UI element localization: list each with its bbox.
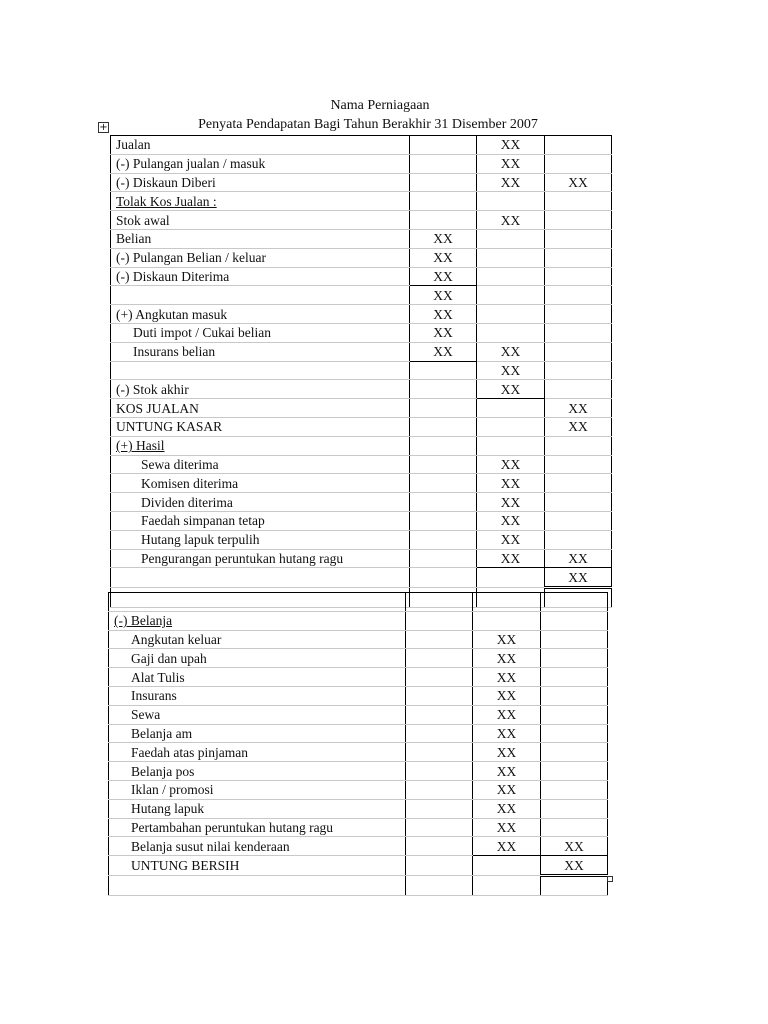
table-row <box>111 211 612 230</box>
amount-cell-col1 <box>406 743 473 762</box>
amount-cell-col3 <box>545 530 612 549</box>
amount-cell-col2 <box>473 593 541 612</box>
amount-cell-col3: XX <box>545 417 612 436</box>
amount-cell-col3: XX <box>541 837 608 856</box>
amount-cell-col3 <box>541 762 608 781</box>
amount-cell-col1 <box>410 549 477 568</box>
amount-cell-col3 <box>545 436 612 455</box>
amount-cell-col1 <box>410 399 477 418</box>
amount-cell-col1 <box>406 724 473 743</box>
amount-cell-col3: XX <box>545 173 612 192</box>
amount-cell-col1 <box>406 818 473 837</box>
row-label: Belian <box>111 229 410 248</box>
amount-cell-col3 <box>545 342 612 361</box>
row-label: (-) Belanja <box>109 611 406 630</box>
table-row <box>111 154 612 173</box>
row-label <box>111 286 410 305</box>
amount-cell-col2 <box>477 399 545 418</box>
amount-cell-col3: XX <box>545 399 612 418</box>
table-row <box>111 248 612 267</box>
amount-cell-col3 <box>545 511 612 530</box>
row-label: Dividen diterima <box>111 493 410 512</box>
row-label: Faedah simpanan tetap <box>111 511 410 530</box>
amount-cell-col2 <box>477 417 545 436</box>
amount-cell-col3 <box>545 380 612 399</box>
amount-cell-col2: XX <box>477 511 545 530</box>
amount-cell-col3 <box>541 593 608 612</box>
amount-cell-col3 <box>541 686 608 705</box>
table-row <box>109 856 608 876</box>
amount-cell-col3 <box>545 267 612 286</box>
amount-cell-col1 <box>406 649 473 668</box>
row-label <box>109 593 406 612</box>
amount-cell-col2: XX <box>477 173 545 192</box>
amount-cell-col1: XX <box>410 229 477 248</box>
amount-cell-col3 <box>545 286 612 305</box>
amount-cell-col2: XX <box>477 474 545 493</box>
income-statement-table-1 <box>110 135 612 608</box>
amount-cell-col1 <box>410 455 477 474</box>
amount-cell-col2: XX <box>477 154 545 173</box>
amount-cell-col2: XX <box>477 380 545 399</box>
row-label: Stok awal <box>111 211 410 230</box>
row-label: (-) Stok akhir <box>111 380 410 399</box>
amount-cell-col3 <box>541 780 608 799</box>
amount-cell-col3 <box>541 668 608 687</box>
table-row <box>109 668 608 687</box>
amount-cell-col1 <box>406 856 473 876</box>
table-row <box>111 474 612 493</box>
row-label: Pertambahan peruntukan hutang ragu <box>109 818 406 837</box>
amount-cell-col1 <box>406 668 473 687</box>
amount-cell-col2: XX <box>473 686 541 705</box>
row-label: Pengurangan peruntukan hutang ragu <box>111 549 410 568</box>
table-move-handle-icon[interactable]: + <box>99 122 108 133</box>
amount-cell-col1 <box>410 136 477 155</box>
row-label: Sewa diterima <box>111 455 410 474</box>
amount-cell-col2: XX <box>473 743 541 762</box>
statement-title: Penyata Pendapatan Bagi Tahun Berakhir 31 Disember 2007 <box>198 117 538 132</box>
amount-cell-col1 <box>410 493 477 512</box>
amount-cell-col1: XX <box>410 323 477 342</box>
table-row <box>111 455 612 474</box>
amount-cell-col1: XX <box>410 305 477 324</box>
amount-cell-col3 <box>545 305 612 324</box>
table-row <box>111 342 612 361</box>
amount-cell-col2 <box>477 305 545 324</box>
amount-cell-col1 <box>410 474 477 493</box>
amount-cell-col3 <box>541 630 608 649</box>
amount-cell-col2: XX <box>477 549 545 568</box>
amount-cell-col3 <box>545 154 612 173</box>
income-statement-table-2 <box>108 592 608 896</box>
table-row <box>111 286 612 305</box>
amount-cell-col1 <box>410 511 477 530</box>
row-label: (-) Pulangan Belian / keluar <box>111 248 410 267</box>
amount-cell-col3 <box>545 361 612 380</box>
row-label: Insurans belian <box>111 342 410 361</box>
amount-cell-col3 <box>541 611 608 630</box>
table-row <box>109 743 608 762</box>
amount-cell-col3 <box>541 875 608 895</box>
table-row <box>109 875 608 895</box>
table-resize-handle-icon[interactable] <box>607 876 613 882</box>
amount-cell-col3 <box>541 743 608 762</box>
row-label: (+) Hasil <box>111 436 410 455</box>
row-label: (-) Diskaun Diberi <box>111 173 410 192</box>
row-label: KOS JUALAN <box>111 399 410 418</box>
row-label: Alat Tulis <box>109 668 406 687</box>
amount-cell-col3 <box>545 474 612 493</box>
amount-cell-col2: XX <box>477 493 545 512</box>
table-row <box>111 229 612 248</box>
table-row <box>109 799 608 818</box>
amount-cell-col3 <box>545 211 612 230</box>
amount-cell-col1: XX <box>410 248 477 267</box>
table-row <box>111 530 612 549</box>
table-row <box>111 511 612 530</box>
table-row <box>111 436 612 455</box>
amount-cell-col1 <box>406 611 473 630</box>
table-row <box>109 686 608 705</box>
amount-cell-col2 <box>477 286 545 305</box>
amount-cell-col1 <box>406 837 473 856</box>
amount-cell-col1 <box>410 192 477 211</box>
amount-cell-col1 <box>406 762 473 781</box>
table-row <box>109 630 608 649</box>
table-row <box>109 780 608 799</box>
table-row <box>109 611 608 630</box>
amount-cell-col2: XX <box>473 705 541 724</box>
amount-cell-col3 <box>541 649 608 668</box>
amount-cell-col3 <box>541 724 608 743</box>
amount-cell-col3 <box>545 248 612 267</box>
amount-cell-col1 <box>410 530 477 549</box>
table-row <box>109 837 608 856</box>
table-row <box>111 192 612 211</box>
table-row <box>111 173 612 192</box>
table-row <box>109 705 608 724</box>
amount-cell-col3 <box>545 192 612 211</box>
row-label: Duti impot / Cukai belian <box>111 323 410 342</box>
amount-cell-col2: XX <box>477 361 545 380</box>
row-label: Gaji dan upah <box>109 649 406 668</box>
row-label: Angkutan keluar <box>109 630 406 649</box>
row-label: Sewa <box>109 705 406 724</box>
row-label: Iklan / promosi <box>109 780 406 799</box>
amount-cell-col2: XX <box>473 799 541 818</box>
table-row <box>111 361 612 380</box>
table-row <box>111 549 612 568</box>
amount-cell-col2: XX <box>473 649 541 668</box>
amount-cell-col3: XX <box>545 549 612 568</box>
amount-cell-col2 <box>477 229 545 248</box>
table-row <box>109 762 608 781</box>
amount-cell-col3 <box>541 818 608 837</box>
table-row <box>109 593 608 612</box>
row-label: Hutang lapuk <box>109 799 406 818</box>
table-row <box>111 417 612 436</box>
amount-cell-col2: XX <box>473 837 541 856</box>
row-label: Hutang lapuk terpulih <box>111 530 410 549</box>
amount-cell-col1 <box>410 380 477 399</box>
row-label: Faedah atas pinjaman <box>109 743 406 762</box>
amount-cell-col2 <box>473 611 541 630</box>
amount-cell-col1 <box>406 705 473 724</box>
table-row <box>111 136 612 155</box>
amount-cell-col2: XX <box>473 668 541 687</box>
amount-cell-col1 <box>410 417 477 436</box>
row-label: Belanja pos <box>109 762 406 781</box>
amount-cell-col2: XX <box>473 780 541 799</box>
amount-cell-col3: XX <box>545 568 612 588</box>
row-label: (-) Diskaun Diterima <box>111 267 410 286</box>
table-row <box>111 568 612 588</box>
table-row <box>109 649 608 668</box>
row-label: UNTUNG KASAR <box>111 417 410 436</box>
row-label <box>111 361 410 380</box>
amount-cell-col3 <box>545 229 612 248</box>
amount-cell-col2: XX <box>473 762 541 781</box>
amount-cell-col3 <box>545 136 612 155</box>
amount-cell-col2: XX <box>473 630 541 649</box>
amount-cell-col2: XX <box>477 455 545 474</box>
table-row <box>111 493 612 512</box>
amount-cell-col2 <box>477 248 545 267</box>
amount-cell-col2: XX <box>477 530 545 549</box>
row-label <box>111 568 410 588</box>
row-label: Insurans <box>109 686 406 705</box>
amount-cell-col3: XX <box>541 856 608 876</box>
table-row <box>111 323 612 342</box>
amount-cell-col1: XX <box>410 267 477 286</box>
amount-cell-col1: XX <box>410 286 477 305</box>
amount-cell-col1: XX <box>410 342 477 361</box>
table-row <box>109 724 608 743</box>
amount-cell-col3 <box>541 705 608 724</box>
table-row <box>111 305 612 324</box>
amount-cell-col1 <box>410 436 477 455</box>
business-name: Nama Perniagaan <box>330 98 430 113</box>
row-label <box>109 875 406 895</box>
table-row <box>109 818 608 837</box>
amount-cell-col2: XX <box>473 818 541 837</box>
amount-cell-col1 <box>410 154 477 173</box>
row-label: Belanja am <box>109 724 406 743</box>
amount-cell-col1 <box>406 593 473 612</box>
table-row <box>111 380 612 399</box>
amount-cell-col2 <box>473 856 541 876</box>
amount-cell-col3 <box>541 799 608 818</box>
row-label: (-) Pulangan jualan / masuk <box>111 154 410 173</box>
amount-cell-col2 <box>477 323 545 342</box>
amount-cell-col1 <box>406 875 473 895</box>
amount-cell-col1 <box>406 630 473 649</box>
table-row <box>111 267 612 286</box>
amount-cell-col2: XX <box>477 342 545 361</box>
amount-cell-col1 <box>410 173 477 192</box>
row-label: Tolak Kos Jualan : <box>111 192 410 211</box>
amount-cell-col3 <box>545 455 612 474</box>
row-label: Komisen diterima <box>111 474 410 493</box>
amount-cell-col1 <box>410 568 477 588</box>
amount-cell-col2: XX <box>477 136 545 155</box>
amount-cell-col1 <box>406 780 473 799</box>
amount-cell-col2 <box>473 875 541 895</box>
table-row <box>111 399 612 418</box>
row-label: UNTUNG BERSIH <box>109 856 406 876</box>
amount-cell-col2 <box>477 267 545 286</box>
amount-cell-col1 <box>406 686 473 705</box>
row-label: Belanja susut nilai kenderaan <box>109 837 406 856</box>
amount-cell-col1 <box>410 361 477 380</box>
amount-cell-col3 <box>545 323 612 342</box>
amount-cell-col2 <box>477 436 545 455</box>
amount-cell-col2: XX <box>477 211 545 230</box>
amount-cell-col3 <box>545 493 612 512</box>
amount-cell-col1 <box>406 799 473 818</box>
amount-cell-col2 <box>477 192 545 211</box>
amount-cell-col1 <box>410 211 477 230</box>
row-label: Jualan <box>111 136 410 155</box>
amount-cell-col2: XX <box>473 724 541 743</box>
row-label: (+) Angkutan masuk <box>111 305 410 324</box>
amount-cell-col2 <box>477 568 545 588</box>
